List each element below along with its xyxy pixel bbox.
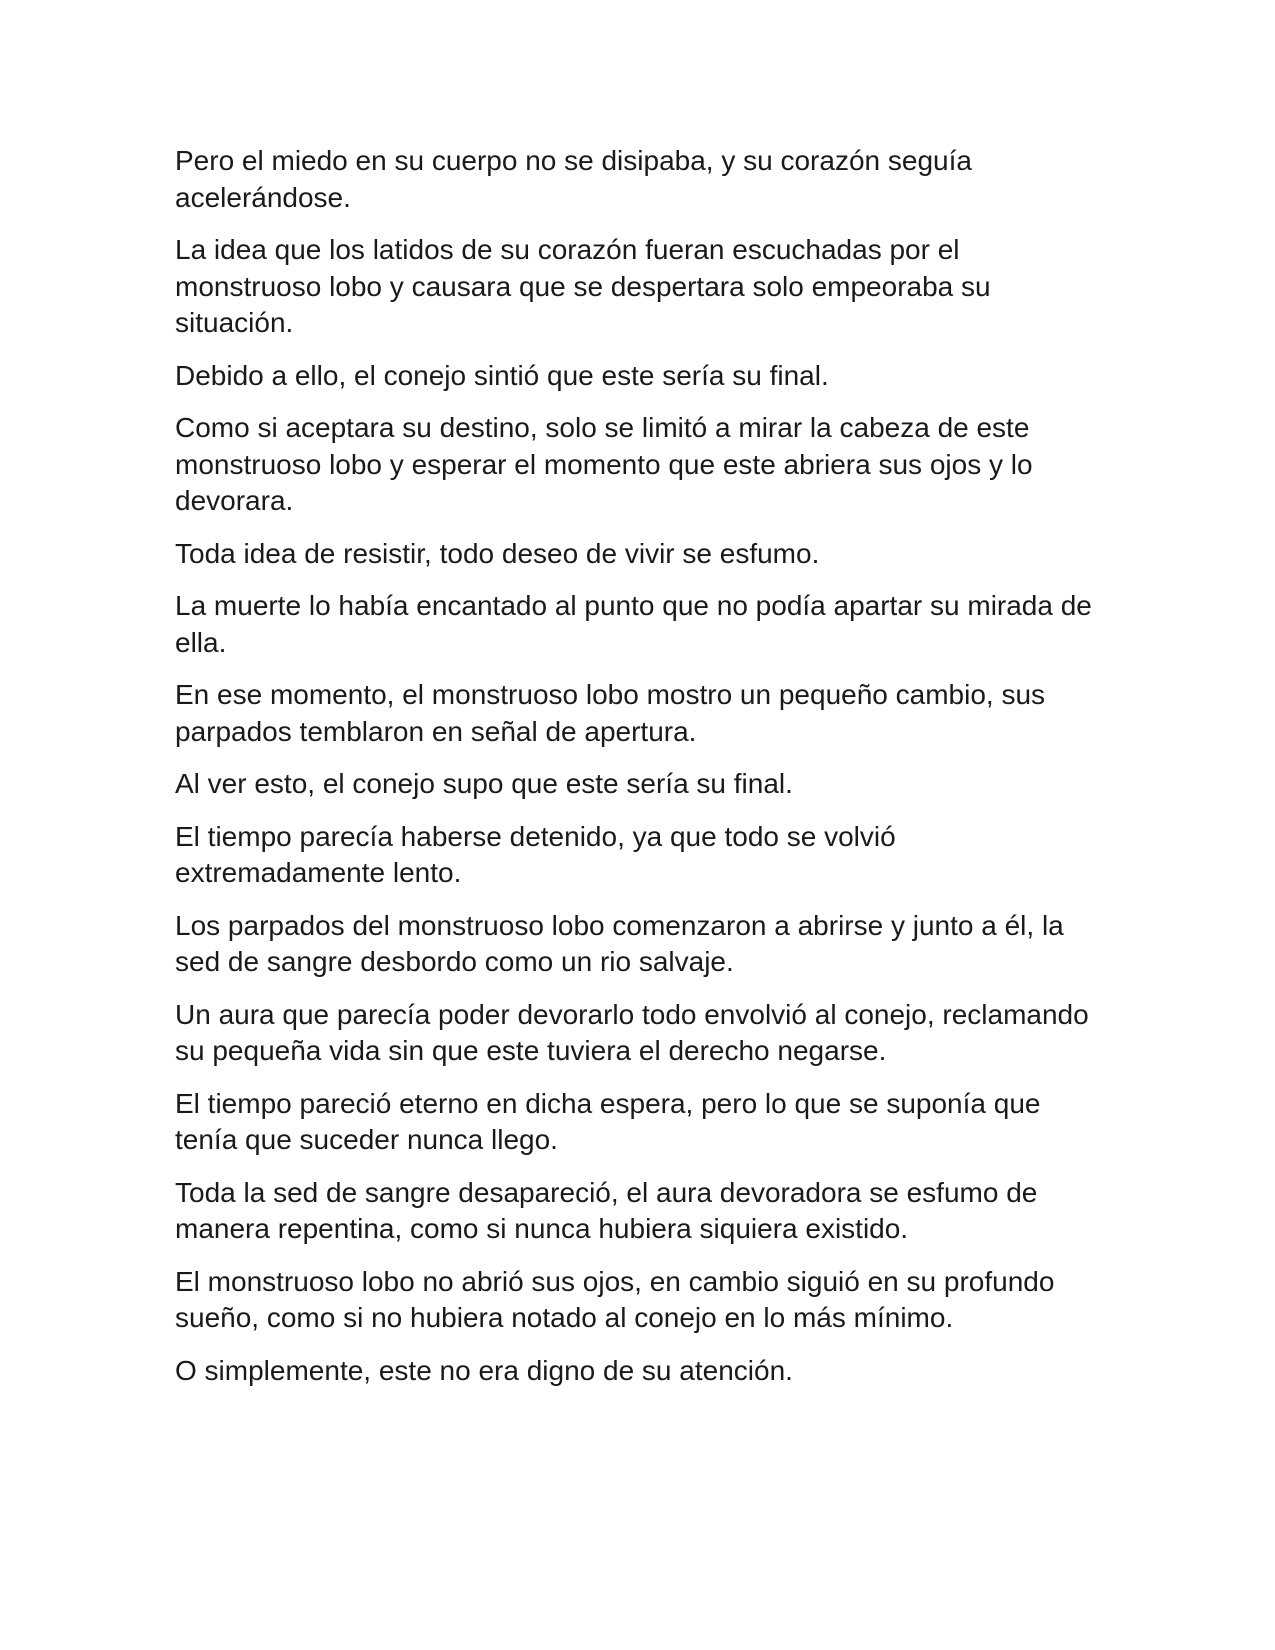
paragraph-15: O simplemente, este no era digno de su atención.: [175, 1354, 793, 1386]
paragraph-10: Los parpados del monstruoso lobo comenzaron a abrirse y junto a él, la sed de sangre desbordo como un rio salvaje.: [175, 909, 1064, 977]
paragraph-6: La muerte lo había encantado al punto que no podía apartar su mirada de ella.: [175, 590, 1092, 658]
paragraph-13: Toda la sed de sangre desapareció, el aura devoradora se esfumo de manera repentina, como si nunca hubiera siquiera existido.: [175, 1176, 1038, 1244]
paragraph-11: Un aura que parecía poder devorarlo todo envolvió al conejo, reclamando su pequeña vida sin que este tuviera el derecho negarse.: [175, 998, 1089, 1066]
paragraph-4: Como si aceptara su destino, solo se limitó a mirar la cabeza de este monstruoso lobo y esperar el momento que este abriera sus ojos y lo devorara.: [175, 412, 1033, 516]
paragraph-2: La idea que los latidos de su corazón fueran escuchadas por el monstruoso lobo y causara que se despertara solo empeoraba su situación.: [175, 234, 991, 338]
paragraph-5: Toda idea de resistir, todo deseo de vivir se esfumo.: [175, 537, 820, 569]
document-body: [175, 143, 1095, 1405]
paragraph-1: Pero el miedo en su cuerpo no se disipaba, y su corazón seguía acelerándose.: [175, 145, 972, 213]
paragraph-9: El tiempo parecía haberse detenido, ya que todo se volvió extremadamente lento.: [175, 820, 896, 888]
paragraph-12: El tiempo pareció eterno en dicha espera, pero lo que se suponía que tenía que suceder nunca llego.: [175, 1087, 1041, 1155]
paragraph-3: Debido a ello, el conejo sintió que este sería su final.: [175, 359, 829, 391]
paragraph-7: En ese momento, el monstruoso lobo mostro un pequeño cambio, sus parpados temblaron en señal de apertura.: [175, 679, 1046, 747]
paragraph-8: Al ver esto, el conejo supo que este sería su final.: [175, 768, 793, 799]
paragraph-14: El monstruoso lobo no abrió sus ojos, en cambio siguió en su profundo sueño, como si no hubiera notado al conejo en lo más mínimo.: [175, 1265, 1055, 1333]
